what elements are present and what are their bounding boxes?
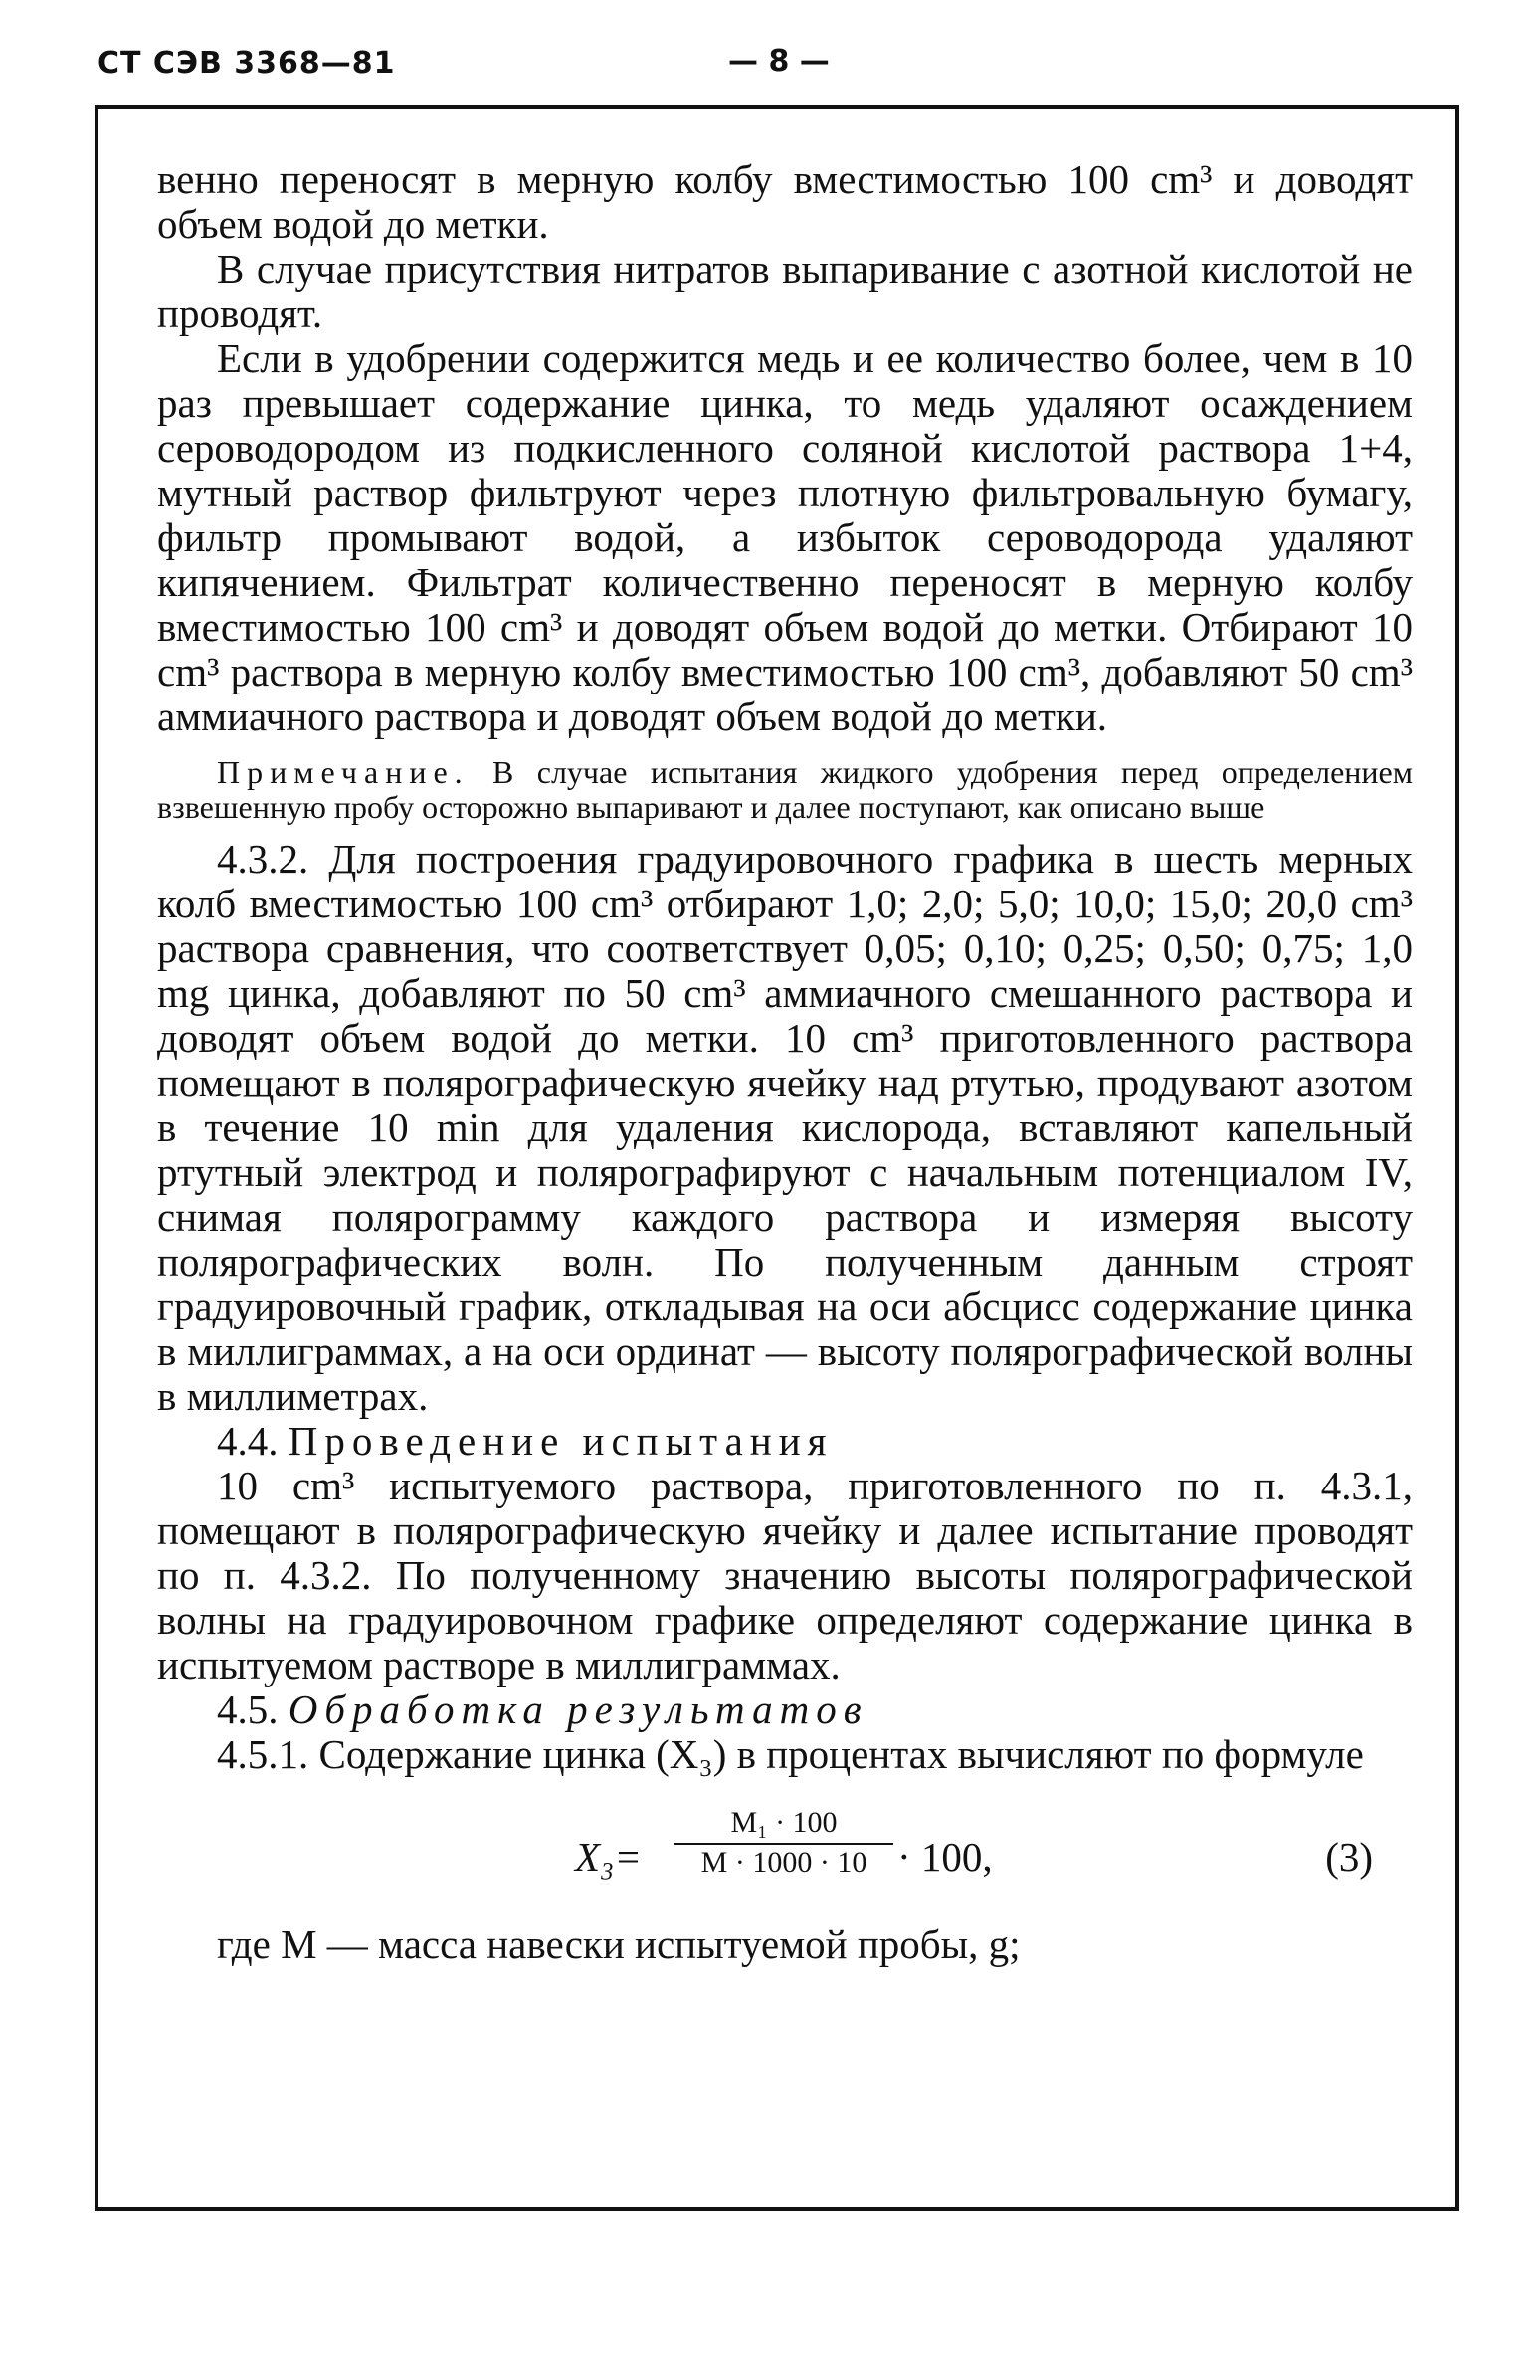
note-text: В случае испытания жидкого удобрения перед определением взвешенную пробу осторожно выпаривают и далее поступают, как описано выше <box>157 754 1414 825</box>
paragraph-4-3-2: 4.3.2. Для построения градуировочного графика в шесть мерных колб вместимостью 100 cm³ отбирают 1,0; 2,0; 5,0; 10,0; 15,0; 20,0 cm³ раствора сравнения, что соответствует 0,05; 0,10; 0,25; 0,50; 0,75; 1,0 mg цинка, добавляют по 50 cm³ аммиачного смешанного раствора и доводят объем водой до метки. 10 cm³ приготовленного раствора помещают в полярографическую ячейку над ртутью, продувают азотом в течение 10 min для удаления кислорода, вставляют капельный ртутный электрод и полярографируют с начальным потенциалом IV, снимая полярограмму каждого раствора и измеряя высоту полярографических волн. По полученным данным строят градуировочный график, откладывая на оси абсцисс содержание цинка в миллиграммах, а на оси ординат — высоту полярографической волны в миллиметрах. <box>157 836 1413 1419</box>
section-number: 4.4. <box>217 1418 279 1464</box>
paragraph-copper-removal: Если в удобрении содержится медь и ее количество более, чем в 10 раз превышает содержание цинка, то медь удаляют осаждением сероводородом из подкисленного соляной кислотой раствора 1+4, мутный раствор фильтруют через плотную фильтровальную бумагу, фильтр промывают водой, а избыток сероводорода удаляют кипячением. Фильтрат количественно переносят в мерную колбу вместимостью 100 cm³ и доводят объем водой до метки. Отбирают 10 cm³ раствора в мерную колбу вместимостью 100 cm³, добавляют 50 cm³ аммиачного раствора и доводят объем водой до метки. <box>157 335 1413 739</box>
formula-tail: · 100, <box>897 1834 993 1880</box>
section-title: Обработка результатов <box>288 1686 868 1732</box>
document-code: СТ СЭВ 3368—81 <box>97 46 396 81</box>
section-number: 4.5. <box>217 1686 279 1732</box>
paragraph-4-5-1: 4.5.1. Содержание цинка (X₃) в процентах вычисляют по формуле <box>217 1731 1364 1777</box>
paragraph-where: где M — масса навески испытуемой пробы, g; <box>217 1921 1021 1967</box>
section-4-5-heading <box>157 1687 1413 1732</box>
section-title: Проведение испытания <box>288 1418 834 1464</box>
note <box>157 755 1413 825</box>
page-number: — 8 — <box>728 44 830 79</box>
formula-lhs: X₃= <box>575 1834 642 1880</box>
paragraph-nitrates: В случае присутствия нитратов выпаривание с азотной кислотой не проводят. <box>157 246 1413 336</box>
section-4-4-heading <box>157 1419 1413 1464</box>
paragraph-continuation: венно переносят в мерную колбу вместимостью 100 cm³ и доводят объем водой до метки. <box>157 156 1413 247</box>
formula-number: (3) <box>1325 1834 1373 1880</box>
paragraph-test-procedure: 10 cm³ испытуемого раствора, приготовленного по п. 4.3.1, помещают в полярографическую ячейку и далее испытание проводят по п. 4.3.2. По полученному значению высоты полярографической волны на градуировочном графике определяют содержание цинка в испытуемом растворе в миллиграммах. <box>157 1463 1413 1687</box>
document-body <box>157 157 1413 1967</box>
formula <box>157 1795 1413 1922</box>
formula-denominator: M · 1000 · 10 <box>700 1846 867 1879</box>
formula-fraction <box>674 1805 893 1881</box>
formula-numerator: M₁ · 100 <box>674 1805 893 1845</box>
note-label: Примечание. <box>217 754 470 790</box>
